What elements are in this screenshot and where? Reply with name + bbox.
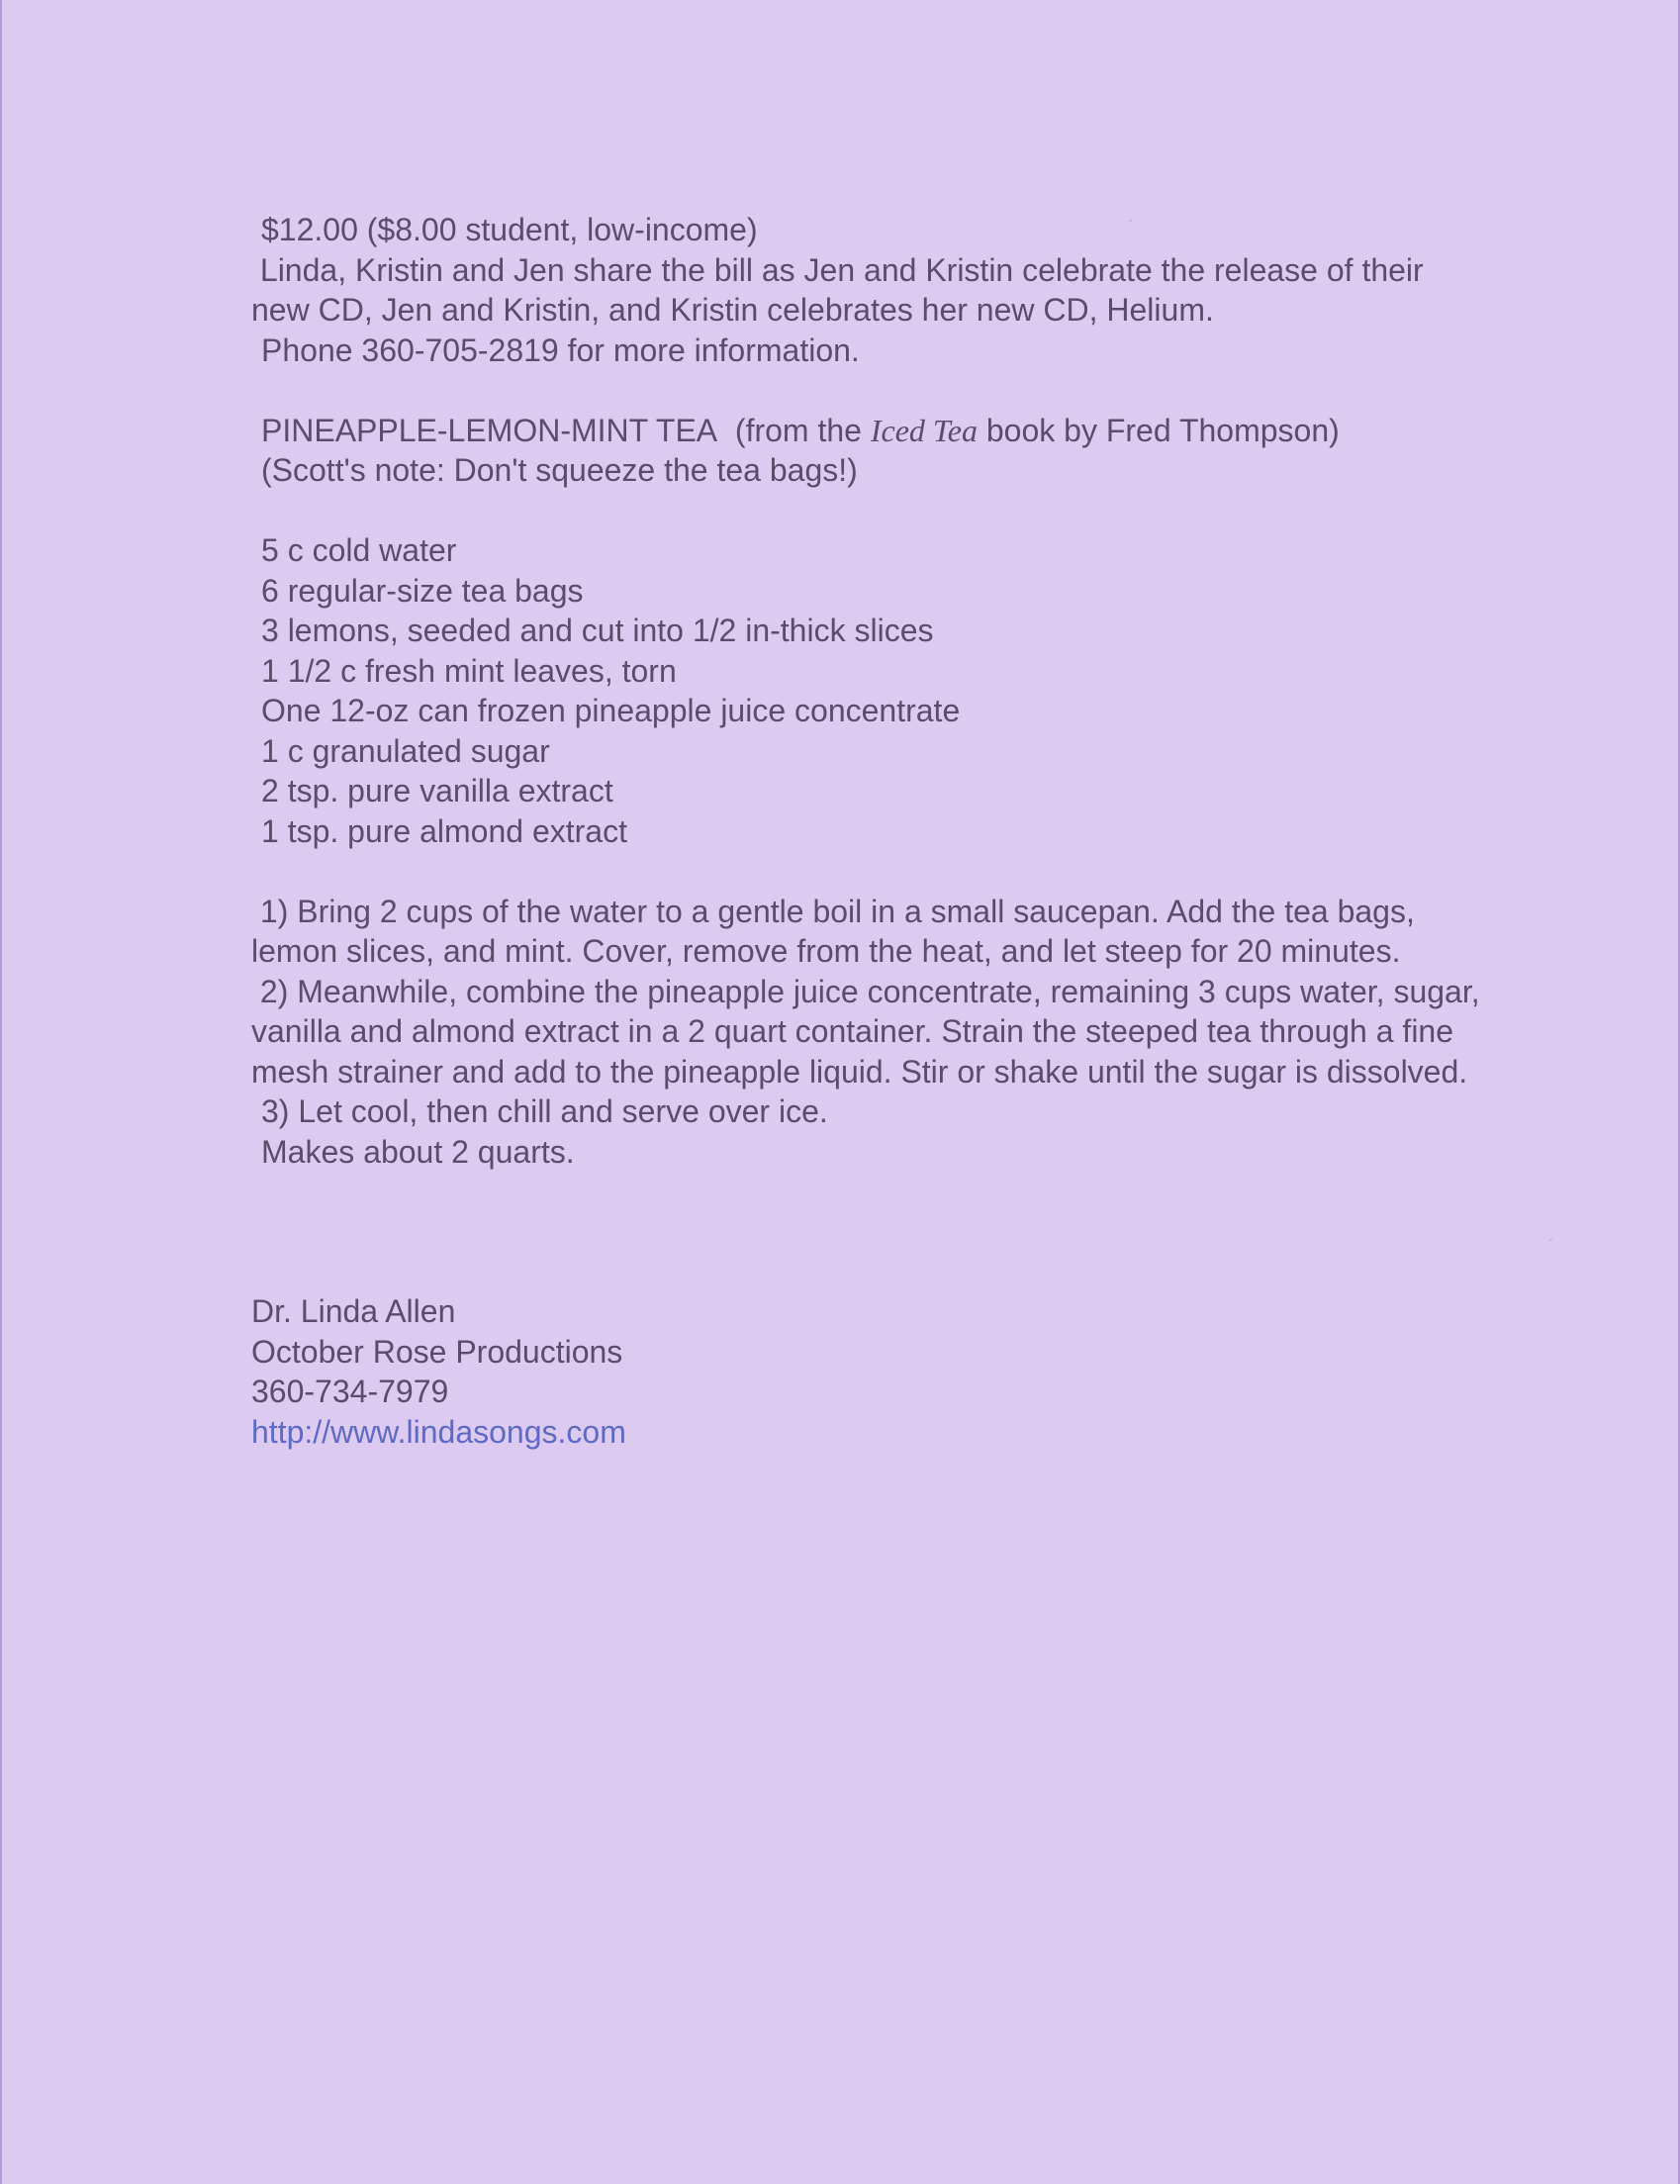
ingredient-item: 1 tsp. pure almond extract (261, 812, 627, 849)
event-price: $12.00 ($8.00 student, low-income) (261, 212, 758, 247)
recipe-note: (Scott's note: Don't squeeze the tea bags!) (261, 452, 858, 488)
website-link[interactable]: http://www.lindasongs.com (251, 1413, 626, 1450)
step-list (251, 892, 1488, 1132)
contact-website-line (251, 1412, 1488, 1453)
spacer (251, 1172, 1488, 1291)
ingredient-item: 1 c granulated sugar (261, 732, 550, 769)
contact-name: Dr. Linda Allen (251, 1293, 456, 1329)
contact-phone: 360-734-7979 (251, 1374, 449, 1409)
event-phone-info: Phone 360-705-2819 for more information. (261, 332, 860, 368)
recipe-source-prefix: (from the (734, 412, 862, 448)
contact-section (251, 1291, 1488, 1452)
recipe-yield: Makes about 2 quarts. (261, 1133, 575, 1170)
event-section (251, 210, 1488, 370)
ingredient-item: One 12-oz can frozen pineapple juice concentrate (261, 693, 961, 728)
recipe-section (251, 411, 1488, 1173)
contact-company: October Rose Productions (251, 1333, 623, 1370)
ingredient-item: 5 c cold water (261, 532, 457, 568)
ingredient-item: 3 lemons, seeded and cut into 1/2 in-thick slices (261, 613, 934, 648)
spacer (251, 491, 1488, 531)
recipe-source-suffix: book by Fred Thompson) (985, 412, 1340, 448)
recipe-step: 3) Let cool, then chill and serve over ice. (261, 1093, 828, 1129)
recipe-heading (251, 411, 1488, 451)
ingredient-item: 2 tsp. pure vanilla extract (261, 773, 613, 808)
recipe-step-text: 1) Bring 2 cups of the water to a gentle boil in a small saucepan. Add the tea bags, lemon slices, and mint. Cover, remove from the heat, and let steep for 20 minutes. (251, 893, 1415, 969)
spacer (251, 851, 1488, 892)
spacer (251, 370, 1488, 411)
ingredient-item: 6 regular-size tea bags (261, 572, 584, 609)
document-body (251, 210, 1488, 1452)
event-description-text: Linda, Kristin and Jen share the bill as Jen and Kristin celebrate the release of their new CD, Jen and Kristin, and Kristin celebrates her new CD, Helium. (251, 251, 1424, 328)
event-description (251, 250, 1488, 331)
ingredient-list (251, 530, 1488, 851)
recipe-step (251, 892, 1488, 972)
ingredient-item: 1 1/2 c fresh mint leaves, torn (261, 652, 677, 689)
scan-speck (1549, 1239, 1552, 1241)
recipe-title: PINEAPPLE-LEMON-MINT TEA (261, 412, 718, 448)
recipe-step-text: 2) Meanwhile, combine the pineapple juice concentrate, remaining 3 cups water, sugar, vanilla and almond extract in a 2 quart container. Strain the steeped tea through a fine mesh strainer and add to the pineapple liquid. Stir or shake until the sugar is dissolved. (251, 973, 1480, 1090)
recipe-source-book: Iced Tea (870, 412, 978, 448)
page-edge-left (0, 0, 2, 2184)
recipe-step (251, 972, 1488, 1092)
